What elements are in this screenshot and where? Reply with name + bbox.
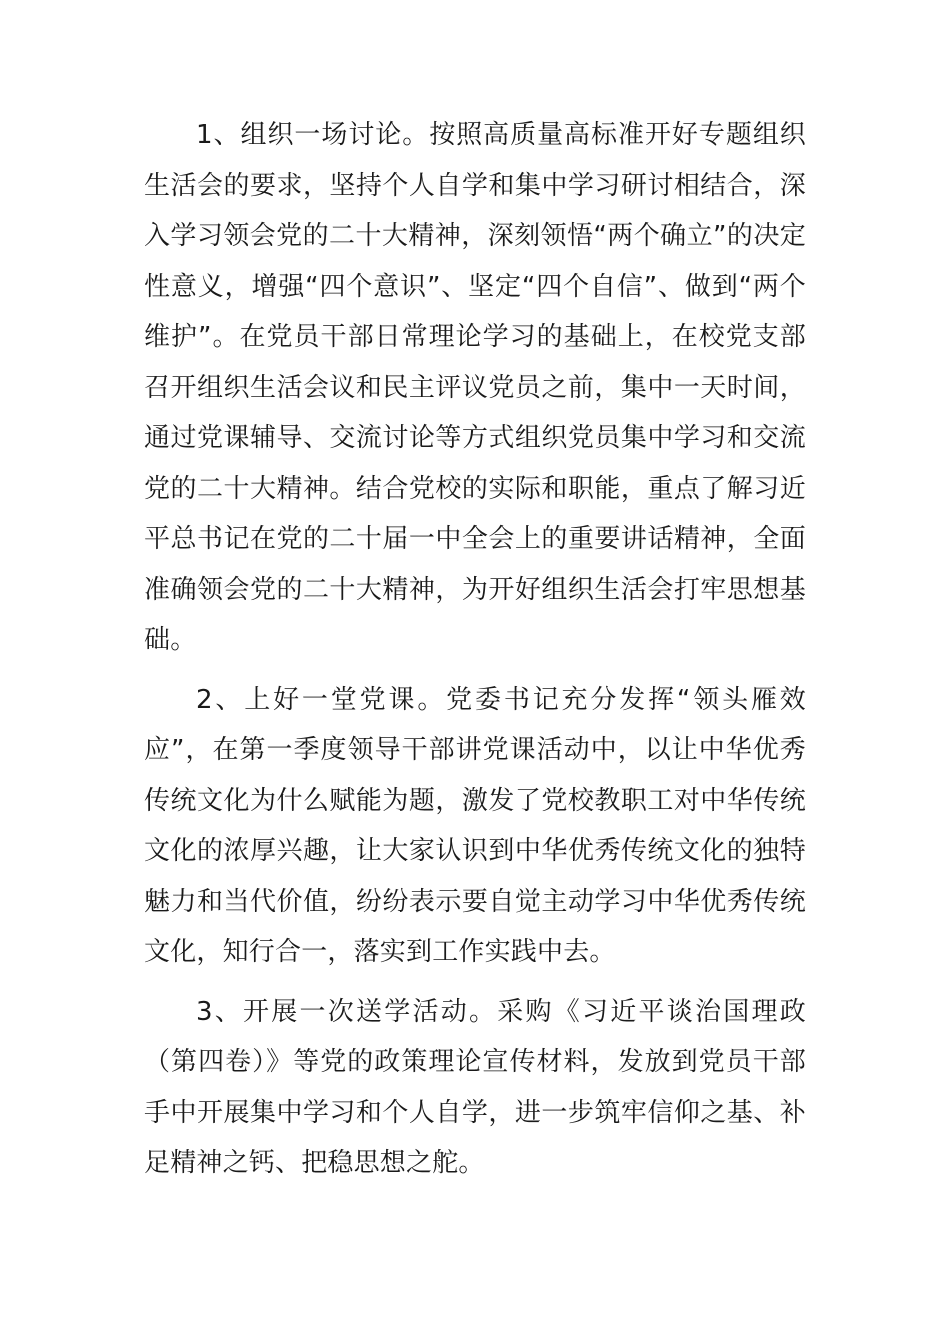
paragraph-2: 2、上好一堂党课。党委书记充分发挥“领头雁效应”，在第一季度领导干部讲党课活动中，以让中华优秀传统文化为什么赋能为题，激发了党校教职工对中华传统文化的浓厚兴趣，让大家认识到中华优秀传统文化的独特魅力和当代价值，纷纷表示要自觉主动学习中华优秀传统文化，知行合一，落实到工作实践中去。 [144,684,806,967]
paragraph-1: 1、组织一场讨论。按照高质量高标准开好专题组织生活会的要求，坚持个人自学和集中学习研讨相结合，深入学习领会党的二十大精神，深刻领悟“两个确立”的决定性意义，增强“四个意识”、坚定“四个自信”、做到“两个维护”。在党员干部日常理论学习的基础上，在校党支部召开组织生活会议和民主评议党员之前，集中一天时间，通过党课辅导、交流讨论等方式组织党员集中学习和交流党的二十大精神。结合党校的实际和职能，重点了解习近平总书记在党的二十届一中全会上的重要讲话精神，全面准确领会党的二十大精神，为开好组织生活会打牢思想基础。 [144,120,806,655]
paragraph-3: 3、开展一次送学活动。采购《习近平谈治国理政（第四卷）》等党的政策理论宣传材料，发放到党员干部手中开展集中学习和个人自学，进一步筑牢信仰之基、补足精神之钙、把稳思想之舵。 [144,996,806,1178]
document-body [144,110,806,1198]
